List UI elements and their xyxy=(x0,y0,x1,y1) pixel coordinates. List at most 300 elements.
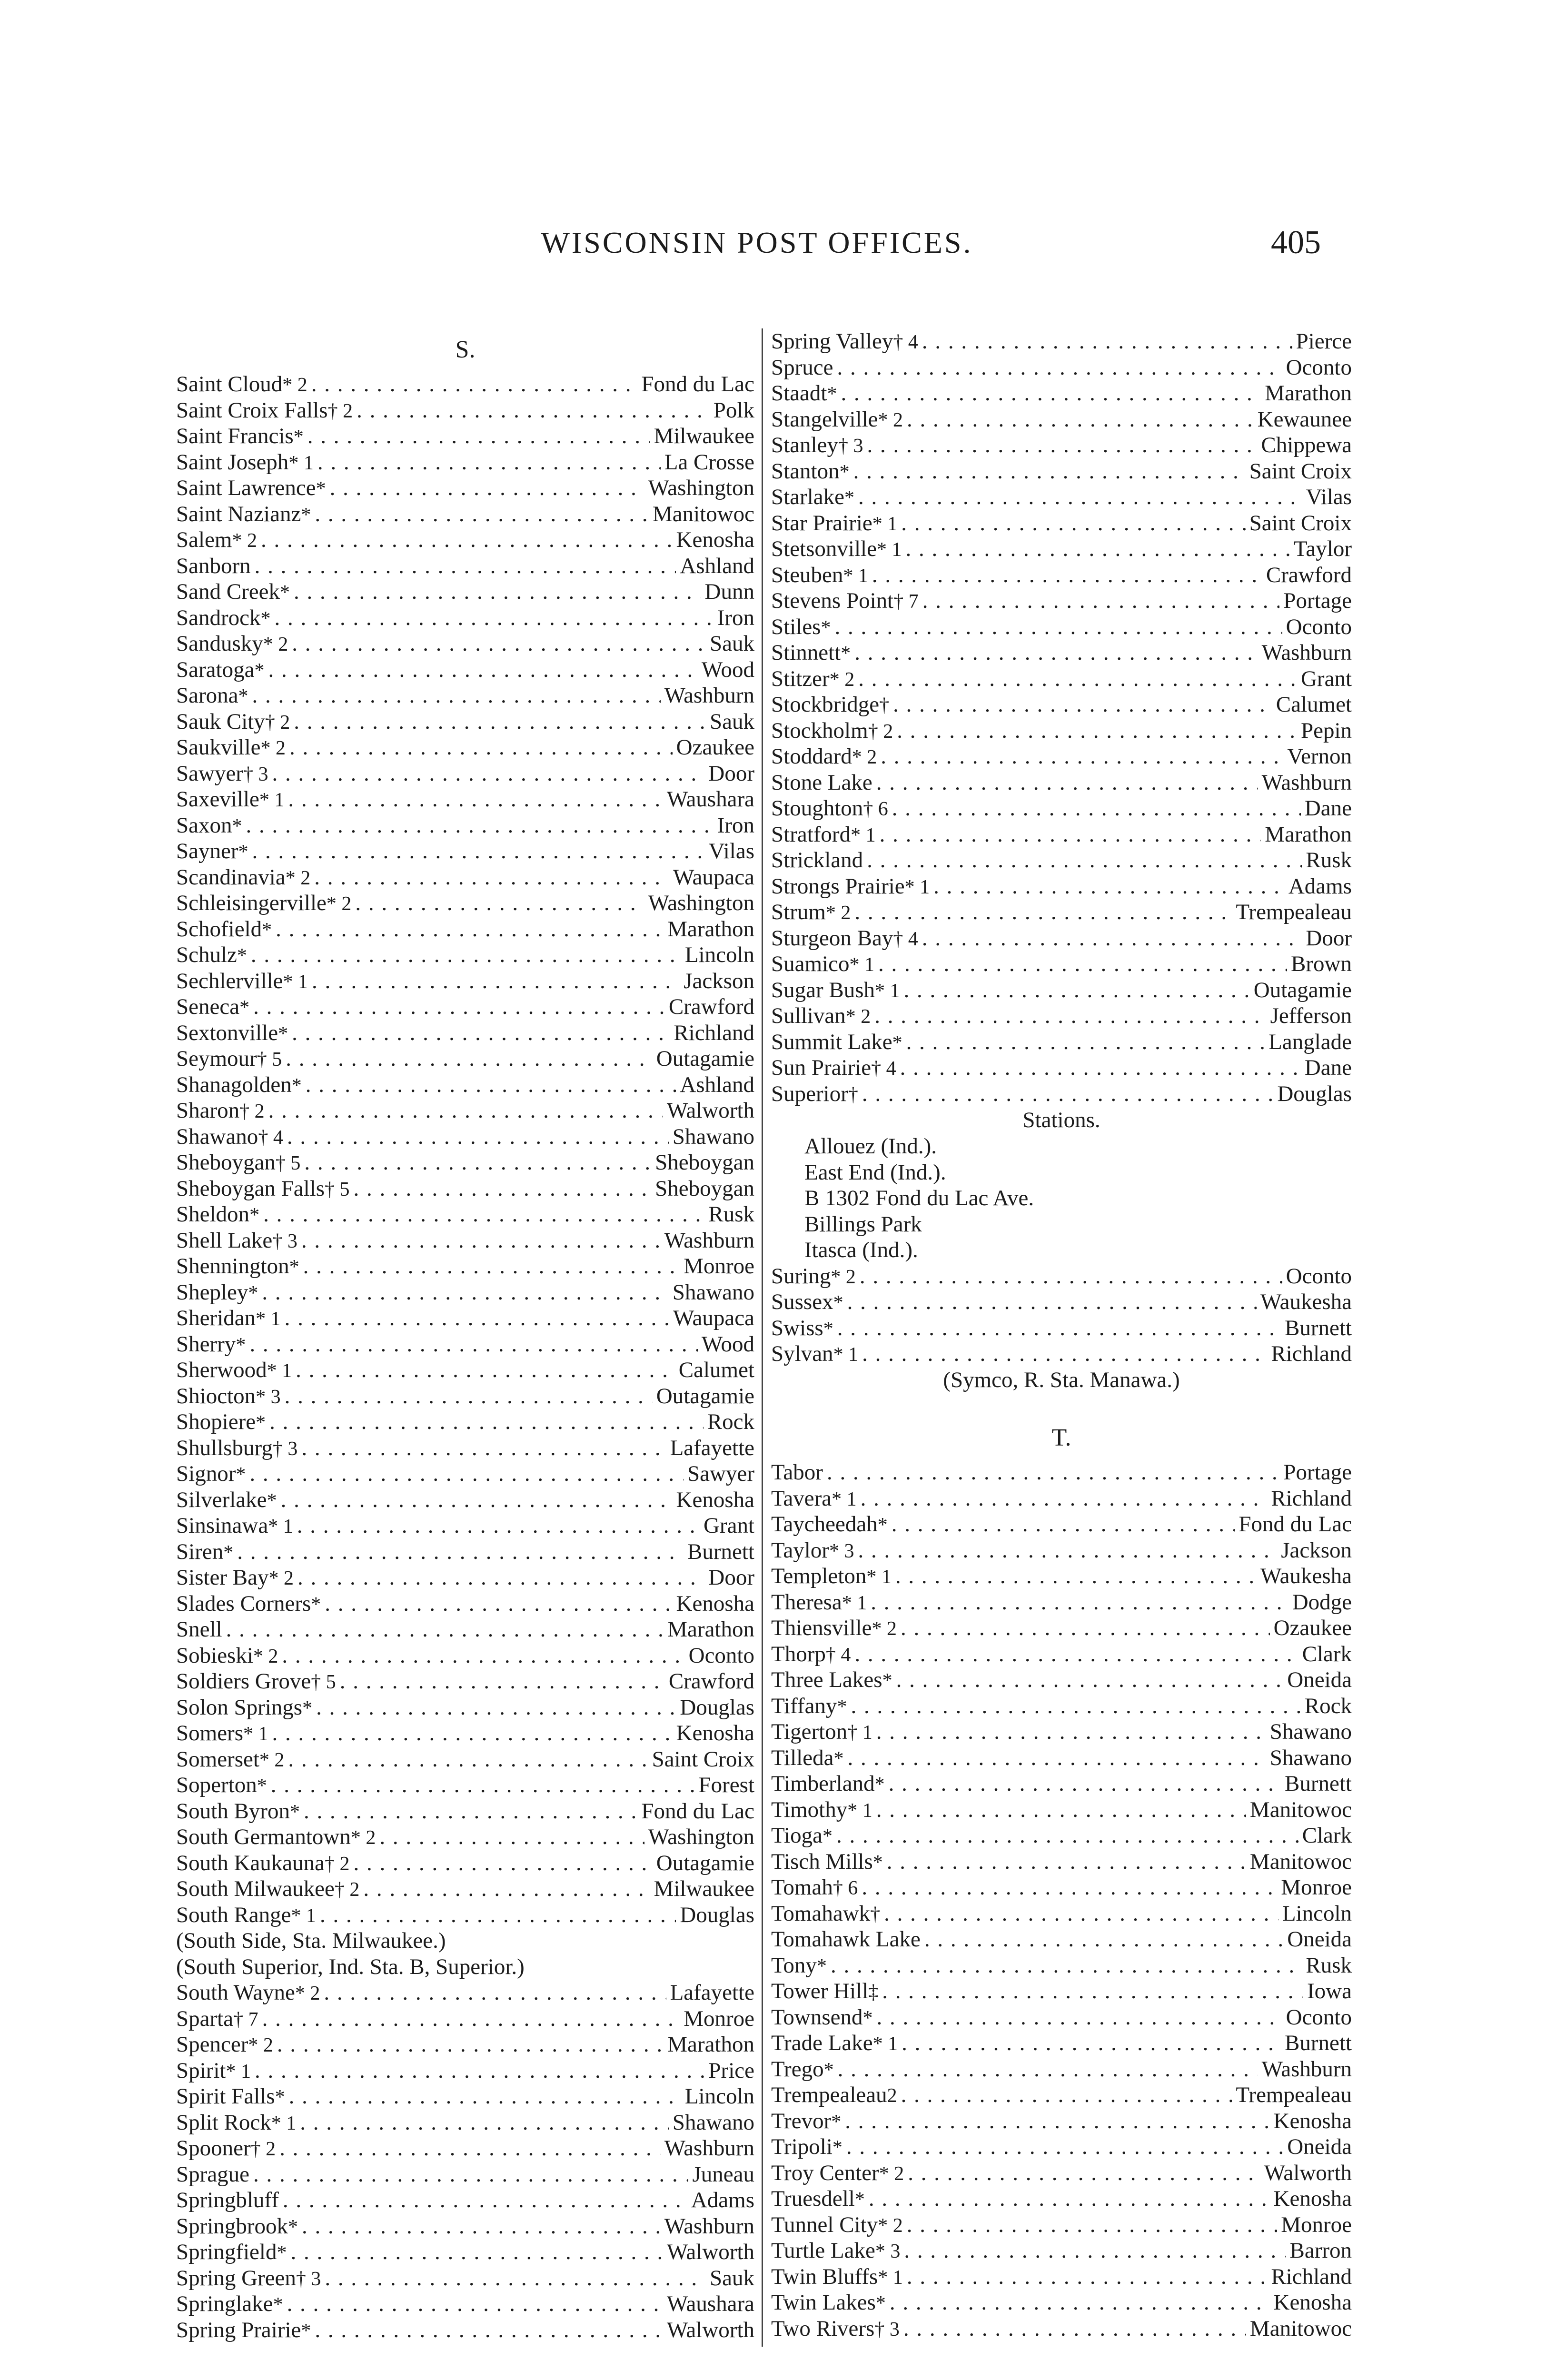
post-office-marks: * xyxy=(822,1825,832,1847)
county-name: Burnett xyxy=(687,1539,754,1564)
post-office-name: Strongs Prairie xyxy=(771,873,905,899)
post-office-name: Trade Lake xyxy=(771,2031,873,2055)
dot-leader xyxy=(877,2004,1282,2031)
post-office-name: Shiocton xyxy=(176,1383,256,1408)
dot-leader xyxy=(287,1124,669,1150)
county-name: Iowa xyxy=(1307,1979,1352,2003)
post-office-entry xyxy=(176,734,754,761)
post-office-entry xyxy=(771,1563,1352,1589)
post-office-name: Saxon xyxy=(176,813,232,838)
post-office-marks: * xyxy=(875,2292,886,2314)
post-office-marks: * 2 xyxy=(268,1567,294,1589)
county-name: Monroe xyxy=(684,1254,754,1279)
post-office-entry xyxy=(176,761,754,787)
dot-leader xyxy=(303,1253,680,1279)
dot-leader xyxy=(276,916,664,942)
post-office-entry xyxy=(771,1926,1352,1953)
post-office-entry xyxy=(771,562,1352,588)
county-name: Outagamie xyxy=(656,1046,754,1071)
county-name: Waukesha xyxy=(1260,1289,1352,1314)
county-name: Portage xyxy=(1283,588,1352,613)
county-name: Burnett xyxy=(1285,1315,1352,1340)
post-office-name: Saxeville xyxy=(176,787,259,812)
dot-leader xyxy=(262,1279,668,1306)
post-office-marks: † 6 xyxy=(832,1877,858,1899)
post-office-name: Thorp xyxy=(771,1641,826,1666)
post-office-entry xyxy=(771,1341,1352,1367)
county-name: Kenosha xyxy=(676,1487,754,1512)
post-office-name: Sheridan xyxy=(176,1306,256,1330)
county-name: Burnett xyxy=(1285,2031,1352,2055)
post-office-name: Tomah xyxy=(771,1875,833,1900)
county-name: Waushara xyxy=(666,787,754,812)
dot-leader xyxy=(269,1409,704,1435)
post-office-entry xyxy=(771,1511,1352,1537)
county-name: Ozaukee xyxy=(1273,1616,1352,1640)
dot-leader xyxy=(320,1902,676,1928)
post-office-marks: * xyxy=(273,2294,283,2316)
right-t-entry-list xyxy=(771,1459,1352,2341)
post-office-name: Sawyer xyxy=(176,761,243,786)
post-office-marks: * 2 xyxy=(825,902,851,924)
post-office-name: South Wayne xyxy=(176,1980,295,2005)
county-name: Shawano xyxy=(1269,1745,1352,1770)
post-office-name: Sandusky xyxy=(176,631,263,656)
dot-leader xyxy=(314,864,669,891)
post-office-marks: * xyxy=(248,1282,258,1304)
post-office-entry xyxy=(771,1874,1352,1901)
post-office-entry xyxy=(176,1020,754,1046)
post-office-name: Sherwood xyxy=(176,1358,267,1382)
post-office-marks: † 2 xyxy=(324,1853,350,1875)
post-office-entry xyxy=(176,1798,754,1825)
post-office-entry xyxy=(771,925,1352,952)
post-office-entry xyxy=(771,2082,1352,2108)
post-office-entry xyxy=(771,1055,1352,1081)
post-office-entry xyxy=(771,1537,1352,1564)
dot-leader xyxy=(878,951,1287,977)
post-office-name: Tabor xyxy=(771,1460,823,1485)
post-office-name: Soldiers Grove xyxy=(176,1669,311,1694)
post-office-entry xyxy=(771,458,1352,485)
post-office-name: Sussex xyxy=(771,1289,833,1314)
dot-leader xyxy=(268,1098,663,1124)
dot-leader xyxy=(922,328,1292,355)
post-office-name: Sandrock xyxy=(176,605,261,630)
post-office-name: Sextonville xyxy=(176,1020,278,1045)
post-office-name: Superior xyxy=(771,1081,848,1106)
post-office-marks: * xyxy=(823,2059,834,2081)
county-name: Trempealeau xyxy=(1236,900,1352,924)
dot-leader xyxy=(255,2058,704,2084)
post-office-entry xyxy=(176,890,754,916)
post-office-marks: † xyxy=(870,1903,881,1925)
post-office-name: Taycheedah xyxy=(771,1512,878,1537)
county-name: Polk xyxy=(713,397,754,423)
post-office-marks: * xyxy=(232,815,242,837)
post-office-marks: * 3 xyxy=(875,2241,901,2262)
post-office-entry xyxy=(176,1279,754,1306)
county-name: Washburn xyxy=(1261,770,1352,795)
dot-leader xyxy=(876,1719,1266,1745)
post-office-marks: * 2 xyxy=(852,746,877,768)
dot-leader xyxy=(851,1693,1300,1719)
post-office-entry xyxy=(771,951,1352,977)
dot-leader xyxy=(853,458,1246,485)
dot-leader xyxy=(353,1850,652,1876)
county-name: Kenosha xyxy=(676,527,754,552)
post-office-marks: * 2 xyxy=(263,634,288,655)
county-name: Shawano xyxy=(672,1124,754,1149)
county-name: Manitowoc xyxy=(1249,1797,1352,1822)
dot-leader xyxy=(834,614,1282,640)
county-name: Richland xyxy=(674,1020,754,1045)
post-office-entry xyxy=(771,1667,1352,1693)
dot-leader xyxy=(897,718,1297,744)
post-office-name: Tunnel City xyxy=(771,2212,878,2237)
dot-leader xyxy=(300,2110,668,2136)
post-office-entry xyxy=(771,1849,1352,1875)
county-name: Iron xyxy=(717,813,754,838)
county-name: Lincoln xyxy=(684,2084,754,2109)
dot-leader xyxy=(896,1667,1284,1693)
post-office-marks: * 1 xyxy=(843,565,868,587)
county-name: Clark xyxy=(1302,1641,1352,1666)
county-name: Price xyxy=(708,2058,754,2083)
post-office-entry xyxy=(176,1850,754,1876)
post-office-name: South Byron xyxy=(176,1798,290,1824)
post-office-marks: * xyxy=(823,1318,833,1340)
post-office-marks: * xyxy=(262,919,272,941)
post-office-entry xyxy=(176,2239,754,2265)
post-office-entry xyxy=(176,501,754,527)
post-office-marks: * 2 xyxy=(878,409,903,431)
post-office-entry xyxy=(176,1124,754,1150)
county-name: Washburn xyxy=(664,1228,754,1253)
dot-leader xyxy=(272,761,704,787)
county-name: Walworth xyxy=(666,1098,754,1123)
post-office-entry xyxy=(771,380,1352,407)
post-office-marks: † 6 xyxy=(863,798,888,820)
post-office-entry xyxy=(771,2316,1352,2342)
section-letter-s: S. xyxy=(455,336,476,363)
post-office-entry xyxy=(176,2162,754,2188)
post-office-name: Troy Center xyxy=(771,2160,879,2185)
post-office-entry xyxy=(771,1719,1352,1745)
stations-list xyxy=(771,1133,1352,1263)
post-office-marks: * xyxy=(279,582,290,604)
post-office-name: Spirit xyxy=(176,2058,226,2083)
post-office-name: South Kaukauna xyxy=(176,1850,325,1875)
post-office-marks: * xyxy=(862,2007,873,2029)
dot-leader xyxy=(882,1978,1303,2004)
post-office-entry xyxy=(176,1228,754,1254)
post-office-entry xyxy=(176,2317,754,2343)
county-name: Ashland xyxy=(680,553,754,578)
post-office-entry xyxy=(176,994,754,1020)
dot-leader xyxy=(881,744,1283,770)
post-office-entry xyxy=(176,1253,754,1279)
county-name: Saint Croix xyxy=(1249,510,1352,536)
post-office-marks: † 5 xyxy=(257,1049,282,1071)
left-entry-list xyxy=(176,371,754,2343)
post-office-name: Townsend xyxy=(771,2004,863,2030)
county-name: Marathon xyxy=(667,916,754,942)
post-office-name: Saratoga xyxy=(176,657,255,682)
county-name: Waupaca xyxy=(673,864,754,890)
dot-leader xyxy=(302,2213,661,2240)
county-name: Douglas xyxy=(680,1695,754,1720)
post-office-marks: * xyxy=(831,2111,842,2133)
post-office-marks: * 2 xyxy=(295,1983,320,2004)
post-office-marks: * 1 xyxy=(847,1799,872,1822)
post-office-entry xyxy=(771,1901,1352,1927)
county-name: Calumet xyxy=(678,1358,754,1382)
county-name: Crawford xyxy=(1266,562,1352,587)
county-name: Rock xyxy=(707,1409,754,1434)
post-office-name: Suring xyxy=(771,1263,831,1289)
post-office-entry xyxy=(176,1046,754,1072)
post-office-entry xyxy=(176,1305,754,1331)
dot-leader xyxy=(312,968,680,994)
post-office-name: Schofield xyxy=(176,916,262,942)
dot-leader xyxy=(301,1435,666,1461)
post-office-name: Siren xyxy=(176,1539,224,1564)
post-office-entry xyxy=(176,1357,754,1383)
dot-leader xyxy=(907,2212,1277,2238)
post-office-name: Sauk City xyxy=(176,709,265,734)
post-office-entry xyxy=(176,683,754,709)
post-office-entry xyxy=(176,579,754,605)
post-office-entry xyxy=(771,2030,1352,2056)
dot-leader xyxy=(237,1539,684,1565)
post-office-entry xyxy=(771,2186,1352,2212)
post-office-entry xyxy=(771,718,1352,744)
dot-leader xyxy=(893,692,1272,718)
dot-leader xyxy=(854,640,1258,666)
post-office-entry xyxy=(771,873,1352,900)
county-name: Vilas xyxy=(1306,485,1352,509)
county-name: Monroe xyxy=(684,2006,754,2031)
post-office-entry xyxy=(771,1289,1352,1315)
post-office-entry xyxy=(771,1459,1352,1486)
dot-leader xyxy=(294,579,701,605)
post-office-entry xyxy=(771,1081,1352,1107)
dot-leader xyxy=(902,2030,1281,2056)
post-office-marks: † 3 xyxy=(874,2318,900,2340)
post-office-marks: * xyxy=(236,1334,246,1356)
dot-leader xyxy=(858,484,1302,510)
county-name: Douglas xyxy=(1277,1081,1352,1106)
dot-leader xyxy=(924,1926,1283,1953)
dot-leader xyxy=(355,890,644,916)
post-office-name: Spirit Falls xyxy=(176,2084,275,2109)
post-office-name: Schleisingerville xyxy=(176,891,327,915)
post-office-entry xyxy=(771,1003,1352,1029)
post-office-entry xyxy=(771,588,1352,614)
post-office-marks: * 1 xyxy=(842,1592,867,1614)
post-office-entry xyxy=(771,328,1352,355)
post-office-entry xyxy=(176,2006,754,2032)
post-office-entry xyxy=(771,1589,1352,1616)
county-name: Manitowoc xyxy=(1249,1849,1352,1874)
dot-leader xyxy=(277,2032,664,2058)
dot-leader xyxy=(874,1003,1266,1029)
county-name: Oneida xyxy=(1287,1927,1352,1952)
post-office-entry xyxy=(176,786,754,813)
post-office-name: Shopiere xyxy=(176,1409,256,1434)
county-name: Manitowoc xyxy=(652,501,754,526)
post-office-name: Twin Bluffs xyxy=(771,2264,878,2289)
county-name: Walworth xyxy=(1264,2160,1352,2185)
dot-leader xyxy=(892,795,1301,822)
post-office-name: Swiss xyxy=(771,1315,823,1340)
dot-leader xyxy=(296,1357,675,1383)
post-office-entry xyxy=(176,1772,754,1798)
post-office-name: Sobieski xyxy=(176,1643,253,1668)
post-office-marks: * xyxy=(237,945,247,967)
post-office-entry xyxy=(176,423,754,449)
dot-leader xyxy=(297,1513,700,1539)
county-name: Vernon xyxy=(1287,744,1352,769)
post-office-entry xyxy=(176,1902,754,1928)
post-office-marks: * xyxy=(841,643,851,664)
post-office-marks: * xyxy=(833,1747,844,1770)
post-office-marks: * 1 xyxy=(876,539,902,561)
post-office-marks: * xyxy=(289,1256,299,1278)
post-office-entry xyxy=(771,2134,1352,2160)
post-office-marks: * 2 xyxy=(878,2214,903,2237)
county-name: Iron xyxy=(717,605,754,630)
dot-leader xyxy=(251,942,681,968)
post-office-entry xyxy=(771,1978,1352,2004)
post-office-name: Sarona xyxy=(176,683,238,708)
post-office-marks: * 1 xyxy=(875,980,900,1002)
post-office-name: Strum xyxy=(771,900,826,924)
post-office-name: Saint Cloud xyxy=(176,372,283,397)
dot-leader xyxy=(325,1591,672,1617)
county-name: Wood xyxy=(701,1331,754,1357)
dot-leader xyxy=(357,397,710,424)
post-office-entry xyxy=(176,2291,754,2317)
post-office-entry xyxy=(176,942,754,968)
dot-leader xyxy=(837,355,1282,381)
post-office-name: Stitzer xyxy=(771,666,830,691)
county-name: Lincoln xyxy=(684,942,754,967)
post-office-name: Seymour xyxy=(176,1046,257,1071)
dot-leader xyxy=(252,683,661,709)
post-office-name: Sheboygan xyxy=(176,1150,276,1175)
post-office-marks: * xyxy=(257,1775,267,1797)
dot-leader xyxy=(253,994,665,1020)
dot-leader xyxy=(890,2290,1270,2316)
dot-leader xyxy=(901,1615,1270,1641)
post-office-name: Spring Green xyxy=(176,2265,296,2291)
post-office-name: Taylor xyxy=(771,1537,829,1563)
dot-leader xyxy=(289,734,673,761)
county-name: Manitowoc xyxy=(1249,2316,1352,2341)
post-office-entry xyxy=(771,1486,1352,1512)
post-office-entry xyxy=(771,1693,1352,1719)
post-office-marks: † 3 xyxy=(296,2268,321,2290)
post-office-name: Turtle Lake xyxy=(771,2238,875,2263)
dot-leader xyxy=(908,2160,1260,2186)
post-office-entry xyxy=(771,2108,1352,2134)
post-office-marks: † 4 xyxy=(825,1644,851,1666)
county-name: Calumet xyxy=(1276,692,1352,717)
post-office-marks: † 4 xyxy=(258,1126,283,1149)
post-office-marks: † 4 xyxy=(893,928,918,950)
post-office-marks: * 1 xyxy=(283,971,308,993)
post-office-marks: † 3 xyxy=(838,435,863,457)
dot-leader xyxy=(892,1511,1235,1537)
post-office-name: Somerset xyxy=(176,1746,259,1772)
dot-leader xyxy=(325,2265,706,2291)
post-office-marks: * xyxy=(837,1696,847,1718)
dot-leader xyxy=(287,2291,663,2317)
post-office-marks: * 3 xyxy=(829,1540,854,1562)
post-office-name: Strickland xyxy=(771,848,863,873)
county-name: Marathon xyxy=(1265,822,1352,847)
post-office-marks: † 2 xyxy=(327,400,353,422)
post-office-name: Tomahawk Lake xyxy=(771,1927,921,1952)
post-office-marks: † 3 xyxy=(272,1230,297,1252)
post-office-name: Stanley xyxy=(771,433,838,457)
dot-leader xyxy=(854,899,1232,925)
post-office-name: Tilleda xyxy=(771,1745,834,1770)
post-office-entry xyxy=(176,631,754,657)
column-divider xyxy=(762,328,763,2347)
post-office-marks: * 2 xyxy=(232,530,257,552)
dot-leader xyxy=(876,770,1258,796)
county-name: Barron xyxy=(1289,2238,1352,2263)
post-office-marks: * xyxy=(872,1851,883,1874)
dot-leader xyxy=(904,2238,1286,2264)
dot-leader xyxy=(887,1849,1246,1875)
county-name: Marathon xyxy=(1265,381,1352,406)
post-office-name: Stone Lake xyxy=(771,770,872,795)
post-office-name: Spruce xyxy=(771,355,833,380)
county-name: Monroe xyxy=(1281,1875,1352,1900)
post-office-entry xyxy=(771,1771,1352,1797)
county-name: Waupaca xyxy=(673,1306,754,1330)
post-office-name: Snell xyxy=(176,1617,222,1642)
right-s2-entry-list xyxy=(771,1263,1352,1367)
post-office-name: Stevens Point xyxy=(771,588,894,613)
post-office-name: Stratford xyxy=(771,822,851,847)
post-office-name: Tioga xyxy=(771,1823,823,1848)
dot-leader xyxy=(907,2264,1267,2290)
post-office-entry xyxy=(176,1409,754,1435)
post-office-name: Spencer xyxy=(176,2032,248,2057)
dot-leader xyxy=(854,1641,1298,1667)
post-office-name: Sheldon xyxy=(176,1202,250,1227)
dot-leader xyxy=(263,1201,704,1228)
dot-leader xyxy=(340,1668,665,1695)
post-office-name: Split Rock xyxy=(176,2110,271,2135)
post-office-name: Sherry xyxy=(176,1331,236,1357)
post-office-marks: † 3 xyxy=(272,1438,298,1460)
county-name: Kenosha xyxy=(1273,2290,1352,2315)
post-office-marks: † 1 xyxy=(847,1722,872,1744)
dot-leader xyxy=(845,2108,1269,2134)
county-name: Adams xyxy=(1288,873,1352,899)
post-office-entry xyxy=(176,1331,754,1358)
dot-leader xyxy=(268,657,697,683)
post-office-entry xyxy=(176,916,754,942)
post-office-marks: * xyxy=(223,1541,234,1564)
post-office-entry xyxy=(771,355,1352,381)
